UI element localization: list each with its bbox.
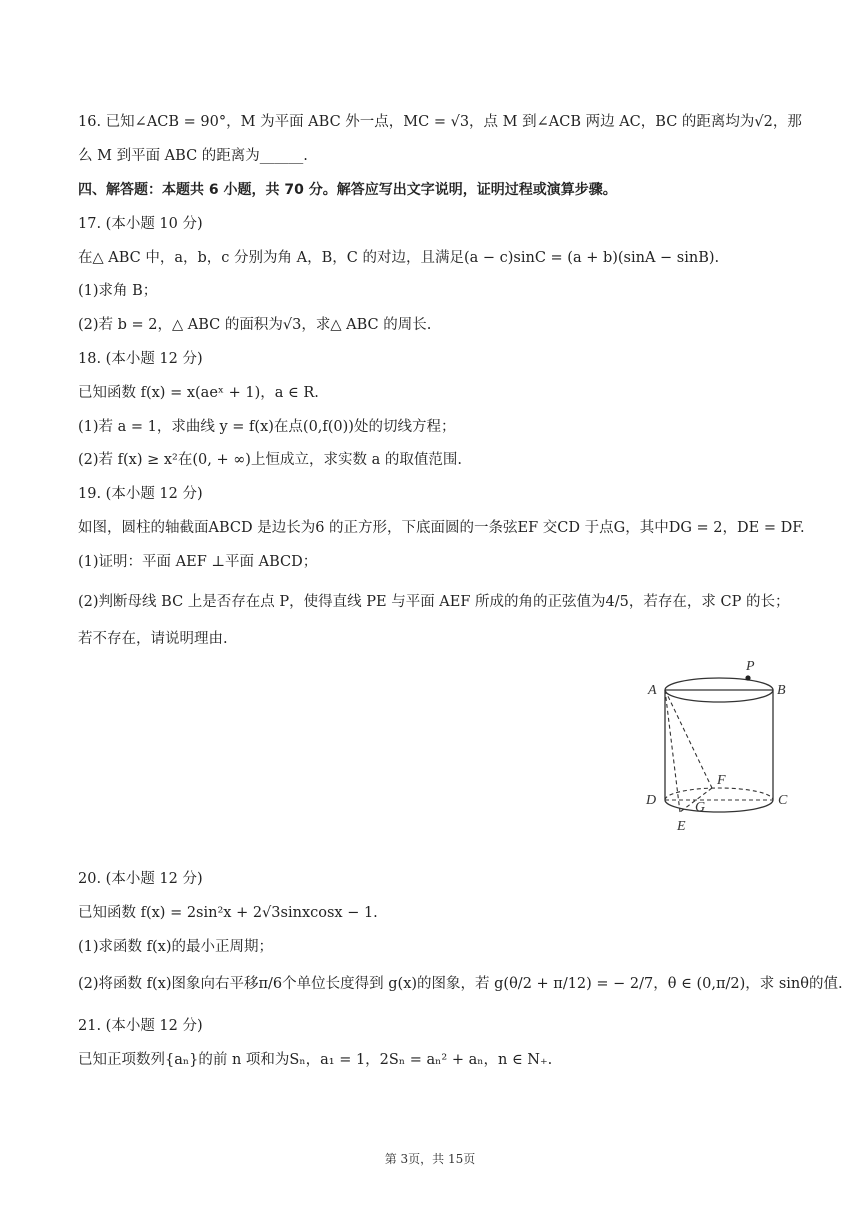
q20-part1: (1)求函数 f(x)的最小正周期；: [78, 939, 274, 955]
q20-heading: 20. (本小题 12 分): [78, 871, 203, 887]
label-P: P: [746, 659, 755, 674]
q19-heading: 19. (本小题 12 分): [78, 486, 203, 502]
q17-heading: 17. (本小题 10 分): [78, 216, 203, 232]
q20-part2: (2)将函数 f(x)图象向右平移π/6个单位长度得到 g(x)的图象，若 g(θ/2 + π/12) = − 2/7，θ ∈ (0,π/2)，求 sinθ的值.: [78, 976, 843, 992]
label-G: G: [695, 800, 706, 815]
q19-part2-cont: 若不存在，请说明理由.: [78, 631, 228, 647]
label-E: E: [677, 819, 686, 834]
q18-part1: (1)若 a = 1，求曲线 y = f(x)在点(0,f(0))处的切线方程；: [78, 419, 456, 435]
q17-stem: 在△ ABC 中，a，b，c 分别为角 A，B，C 的对边，且满足(a − c)sinC = (a + b)(sinA − sinB).: [78, 250, 720, 266]
q21-stem: 已知正项数列{aₙ}的前 n 项和为Sₙ，a₁ = 1，2Sₙ = aₙ² + aₙ，n ∈ N₊.: [78, 1052, 553, 1068]
q19-part1: (1)证明：平面 AEF ⊥平面 ABCD；: [78, 554, 318, 570]
label-C: C: [778, 793, 788, 808]
q16-line1: 16. 已知∠ACB = 90°，M 为平面 ABC 外一点，MC = √3，点 M 到∠ACB 两边 AC，BC 的距离均为√2，那: [78, 114, 802, 130]
page-footer: 第 3页，共 15页: [384, 1152, 476, 1166]
q21-heading: 21. (本小题 12 分): [78, 1018, 203, 1034]
q17-part1: (1)求角 B；: [78, 283, 158, 299]
q18-heading: 18. (本小题 12 分): [78, 351, 203, 367]
section-heading: 四、解答题：本题共 6 小题，共 70 分。解答应写出文字说明，证明过程或演算步骤。: [78, 182, 617, 198]
q19-stem: 如图，圆柱的轴截面ABCD 是边长为6 的正方形，下底面圆的一条弦EF 交CD 于点G，其中DG = 2，DE = DF.: [78, 520, 805, 536]
label-F: F: [717, 773, 726, 788]
label-A: A: [648, 683, 657, 698]
cylinder-figure: [640, 650, 800, 840]
q20-stem: 已知函数 f(x) = 2sin²x + 2√3sinxcosx − 1.: [78, 905, 378, 921]
label-B: B: [777, 683, 786, 698]
q16-line2: 么 M 到平面 ABC 的距离为______.: [78, 148, 308, 164]
q18-part2: (2)若 f(x) ≥ x²在(0, + ∞)上恒成立，求实数 a 的取值范围.: [78, 452, 462, 468]
q18-stem: 已知函数 f(x) = x(aeˣ + 1)，a ∈ R.: [78, 385, 319, 401]
q17-part2: (2)若 b = 2，△ ABC 的面积为√3，求△ ABC 的周长.: [78, 317, 432, 333]
label-D: D: [646, 793, 657, 808]
q19-part2: (2)判断母线 BC 上是否存在点 P，使得直线 PE 与平面 AEF 所成的角的正弦值为4/5，若存在，求 CP 的长；: [78, 594, 790, 610]
